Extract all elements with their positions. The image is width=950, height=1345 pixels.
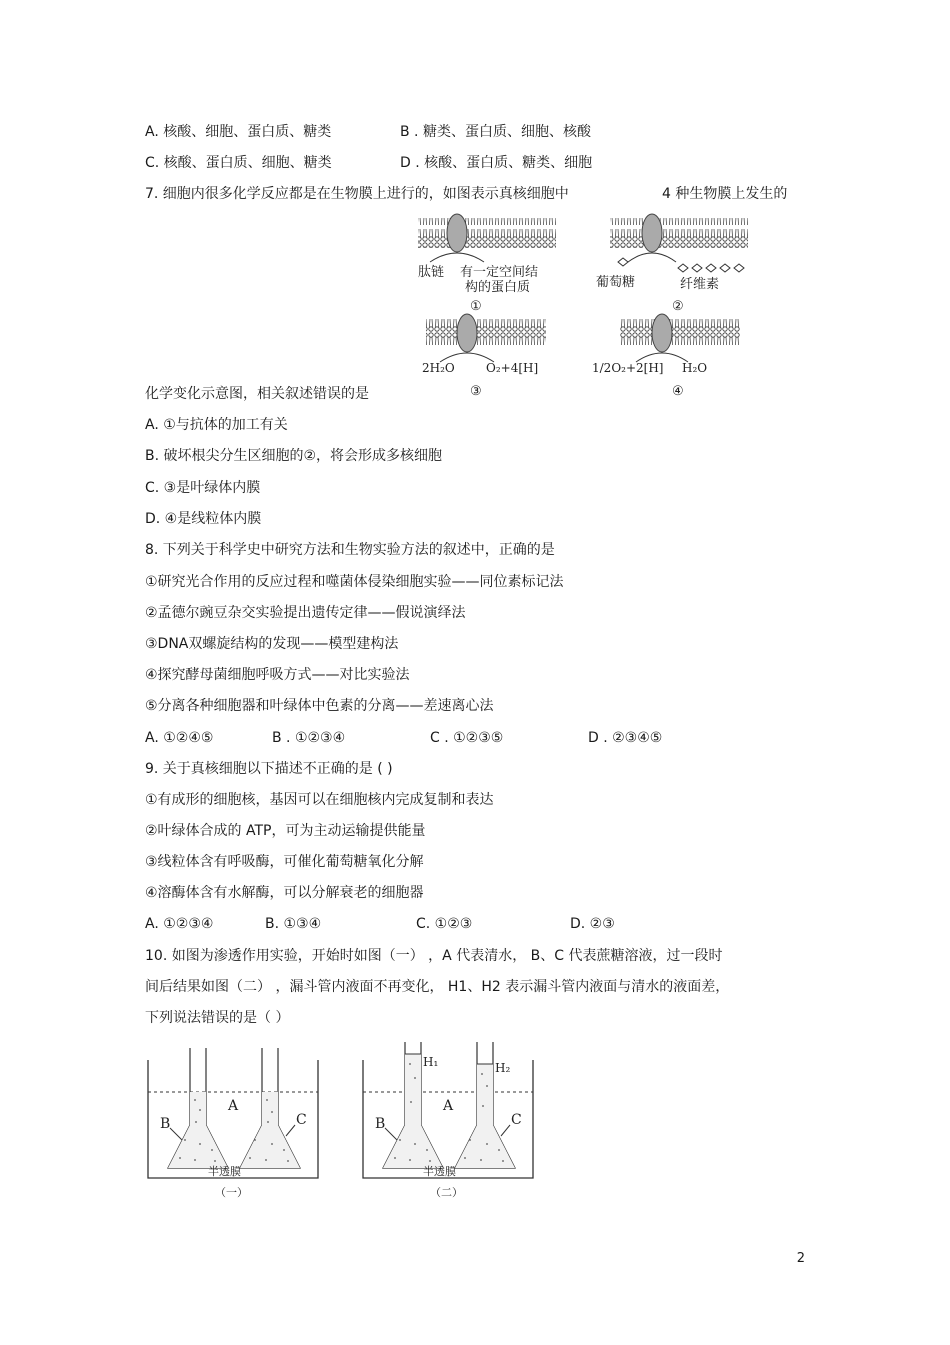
svg-text:（二）: （二） <box>430 1186 463 1199</box>
membrane-2 <box>596 214 748 314</box>
q8-item-1: ①研究光合作用的反应过程和噬菌体侵染细胞实验——同位素标记法 <box>145 574 564 590</box>
svg-text:2H₂O: 2H₂O <box>422 361 455 375</box>
page-number: 2 <box>796 1251 805 1266</box>
q8-option-c: C . ①②③⑤ <box>430 730 504 746</box>
q7-stem-part2: 4 种生物膜上发生的 <box>662 186 788 202</box>
svg-text:B: B <box>160 1116 171 1132</box>
svg-text:④: ④ <box>672 384 684 399</box>
q6-option-b: B . 糖类、蛋白质、细胞、核酸 <box>400 124 591 140</box>
q8-option-b: B . ①②③④ <box>272 730 346 746</box>
q10-stem-line3: 下列说法错误的是（ ） <box>145 1010 290 1026</box>
q8-item-2: ②孟德尔豌豆杂交实验提出遗传定律——假说演绎法 <box>145 605 466 621</box>
membrane-diagram <box>410 212 770 402</box>
svg-text:半透膜: 半透膜 <box>423 1165 456 1178</box>
svg-text:H₁: H₁ <box>423 1055 439 1069</box>
svg-text:纤维素: 纤维素 <box>680 277 720 292</box>
osmosis-figure-1 <box>140 1040 325 1205</box>
q8-option-a: A. ①②④⑤ <box>145 730 214 746</box>
q9-option-b: B. ①③④ <box>265 916 322 932</box>
membrane-1 <box>418 214 556 314</box>
svg-text:1/2O₂+2[H]: 1/2O₂+2[H] <box>592 361 664 375</box>
svg-text:A: A <box>443 1098 454 1114</box>
q9-option-c: C. ①②③ <box>416 916 473 932</box>
q8-item-4: ④探究酵母菌细胞呼吸方式——对比实验法 <box>145 667 410 683</box>
q8-item-3: ③DNA双螺旋结构的发现——模型建构法 <box>145 636 399 652</box>
membrane-3 <box>422 314 546 399</box>
q9-item-2: ②叶绿体合成的 ATP，可为主动运输提供能量 <box>145 823 426 839</box>
svg-text:半透膜: 半透膜 <box>208 1165 241 1178</box>
q9-item-3: ③线粒体含有呼吸酶，可催化葡萄糖氧化分解 <box>145 854 424 870</box>
svg-text:A: A <box>228 1098 239 1114</box>
q8-item-5: ⑤分离各种细胞器和叶绿体中色素的分离——差速离心法 <box>145 698 494 714</box>
svg-text:O₂+4[H]: O₂+4[H] <box>486 361 539 375</box>
osmosis-figure-2 <box>355 1040 540 1205</box>
q10-stem-line1: 10. 如图为渗透作用实验，开始时如图（一） ，A 代表清水， B、C 代表蔗糖溶液，过一段时 <box>145 948 723 964</box>
svg-text:③: ③ <box>470 384 482 399</box>
svg-text:C: C <box>511 1112 522 1128</box>
svg-text:H₂O: H₂O <box>682 361 708 375</box>
svg-text:B: B <box>375 1116 386 1132</box>
q9-item-4: ④溶酶体含有水解酶，可以分解衰老的细胞器 <box>145 885 424 901</box>
q7-option-a: A. ①与抗体的加工有关 <box>145 417 288 433</box>
q6-option-d: D . 核酸、蛋白质、糖类、细胞 <box>400 155 593 171</box>
q9-option-d: D. ②③ <box>570 916 615 932</box>
q6-option-a: A. 核酸、细胞、蛋白质、糖类 <box>145 124 332 140</box>
q7-option-d: D. ④是线粒体内膜 <box>145 511 262 527</box>
membrane-4 <box>592 314 740 399</box>
q7-stem-part3: 化学变化示意图，相关叙述错误的是 <box>145 386 369 402</box>
svg-text:C: C <box>296 1112 307 1128</box>
svg-text:构的蛋白质: 构的蛋白质 <box>465 280 531 295</box>
q8-option-d: D . ②③④⑤ <box>588 730 663 746</box>
svg-text:葡萄糖: 葡萄糖 <box>596 275 636 290</box>
svg-text:①: ① <box>470 299 482 314</box>
svg-text:H₂: H₂ <box>495 1061 511 1075</box>
q10-stem-line2: 间后结果如图（二） ，漏斗管内液面不再变化， H1、H2 表示漏斗管内液面与清水的液面差， <box>145 979 730 995</box>
q7-option-b: B. 破坏根尖分生区细胞的②，将会形成多核细胞 <box>145 448 443 464</box>
q7-option-c: C. ③是叶绿体内膜 <box>145 480 261 496</box>
q7-stem-part1: 7. 细胞内很多化学反应都是在生物膜上进行的，如图表示真核细胞中 <box>145 186 569 202</box>
svg-text:②: ② <box>672 299 684 314</box>
q9-item-1: ①有成形的细胞核，基因可以在细胞核内完成复制和表达 <box>145 792 494 808</box>
q9-option-a: A. ①②③④ <box>145 916 214 932</box>
svg-text:（一）: （一） <box>215 1186 248 1199</box>
q8-stem: 8. 下列关于科学史中研究方法和生物实验方法的叙述中，正确的是 <box>145 542 555 558</box>
q9-stem: 9. 关于真核细胞以下描述不正确的是 ( ) <box>145 761 393 777</box>
svg-text:肽链: 肽链 <box>418 265 445 280</box>
svg-text:有一定空间结: 有一定空间结 <box>460 265 539 280</box>
q6-option-c: C. 核酸、蛋白质、细胞、糖类 <box>145 155 332 171</box>
